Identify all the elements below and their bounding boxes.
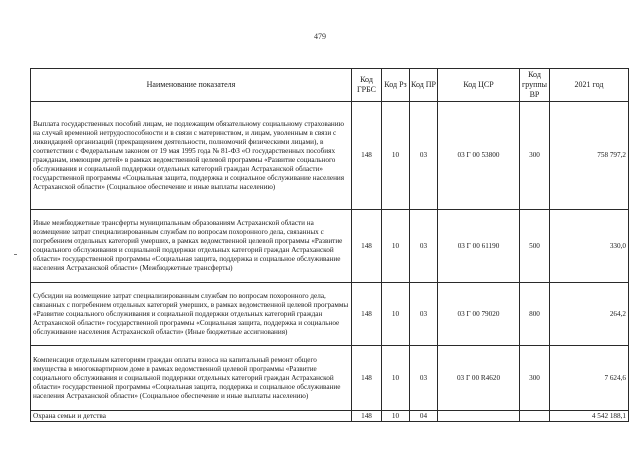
column-header-year: 2021 год (550, 69, 629, 102)
table-row (31, 102, 629, 210)
row-pr: 03 (410, 283, 438, 346)
row-csr: 03 Г 00 R4620 (438, 346, 520, 411)
row-amount: 330,0 (550, 210, 629, 283)
row-name: Компенсация отдельным категориям граждан оплаты взноса на капитальный ремонт общего имущества в многоквартирном доме в рамках ведомственной целевой программы «Развитие социального обслуживания и социальной поддержки отдельных категорий граждан Астраханской области» государственной программы «Социальная защита, поддержка и социальное обслуживание населения Астраханской области» (Социальное обеспечение и иные выплаты населению) (31, 346, 352, 411)
row-pr: 03 (410, 102, 438, 210)
table-row (31, 346, 629, 411)
row-rz: 10 (382, 210, 410, 283)
row-grbs: 148 (352, 283, 382, 346)
row-amount: 4 542 188,1 (550, 411, 629, 422)
scan-mark (14, 254, 17, 255)
row-amount: 7 624,6 (550, 346, 629, 411)
row-grbs: 148 (352, 210, 382, 283)
table-row (31, 283, 629, 346)
row-csr: 03 Г 00 61190 (438, 210, 520, 283)
row-csr: 03 Г 00 53800 (438, 102, 520, 210)
row-csr: 03 Г 00 79020 (438, 283, 520, 346)
row-vr: 800 (520, 283, 550, 346)
row-vr: 300 (520, 102, 550, 210)
budget-table (30, 68, 629, 422)
column-header-pr: Код ПР (410, 69, 438, 102)
column-header-rz: Код Рз (382, 69, 410, 102)
row-rz: 10 (382, 102, 410, 210)
row-amount: 758 797,2 (550, 102, 629, 210)
table-header-row (31, 69, 629, 102)
row-csr (438, 411, 520, 422)
row-vr: 300 (520, 346, 550, 411)
column-header-grbs: Код ГРБС (352, 69, 382, 102)
row-rz: 10 (382, 283, 410, 346)
column-header-csr: Код ЦСР (438, 69, 520, 102)
row-amount: 264,2 (550, 283, 629, 346)
row-rz: 10 (382, 411, 410, 422)
table-row (31, 411, 629, 422)
column-header-vr: Код группы ВР (520, 69, 550, 102)
table-row (31, 210, 629, 283)
row-name: Иные межбюджетные трансферты муниципальным образованиям Астраханской области на возмещение затрат специализированным службам по вопросам похоронного дела, связанных с погребением отдельных категорий умерших, в рамках ведомственной целевой программы «Развитие социального обслуживания и социальной поддержки отдельных категорий граждан Астраханской области» государственной программы «Социальная защита, поддержка и социальное обслуживание населения Астраханской области» (Межбюджетные трансферты) (31, 210, 352, 283)
row-grbs: 148 (352, 102, 382, 210)
row-vr: 500 (520, 210, 550, 283)
row-name: Выплата государственных пособий лицам, не подлежащим обязательному социальному страхованию на случай временной нетрудоспособности и в связи с материнством, и лицам, уволенным в связи с ликвидацией организаций (прекращением деятельности, полномочий физическими лицами), в соответствии с Федеральным законом от 19 мая 1995 года № 81-ФЗ «О государственных пособиях гражданам, имеющим детей» в рамках ведомственной целевой программы «Развитие социального обслуживания и социальной поддержки отдельных категорий граждан Астраханской области» государственной программы «Социальная защита, поддержка и социальное обслуживание населения Астраханской области» (Социальное обеспечение и иные выплаты населению) (31, 102, 352, 210)
page-number: 479 (314, 32, 326, 41)
column-header-name: Наименование показателя (31, 69, 352, 102)
row-pr: 03 (410, 346, 438, 411)
row-grbs: 148 (352, 411, 382, 422)
row-vr (520, 411, 550, 422)
row-name: Охрана семьи и детства (31, 411, 352, 422)
row-pr: 04 (410, 411, 438, 422)
row-pr: 03 (410, 210, 438, 283)
row-name: Субсидии на возмещение затрат специализированным службам по вопросам похоронного дела, связанных с погребением отдельных категорий умерших, в рамках ведомственной целевой программы «Развитие социального обслуживания и социальной поддержки отдельных категорий граждан Астраханской области» государственной программы «Социальная защита, поддержка и социальное обслуживание населения Астраханской области» (Иные бюджетные ассигнования) (31, 283, 352, 346)
row-rz: 10 (382, 346, 410, 411)
row-grbs: 148 (352, 346, 382, 411)
